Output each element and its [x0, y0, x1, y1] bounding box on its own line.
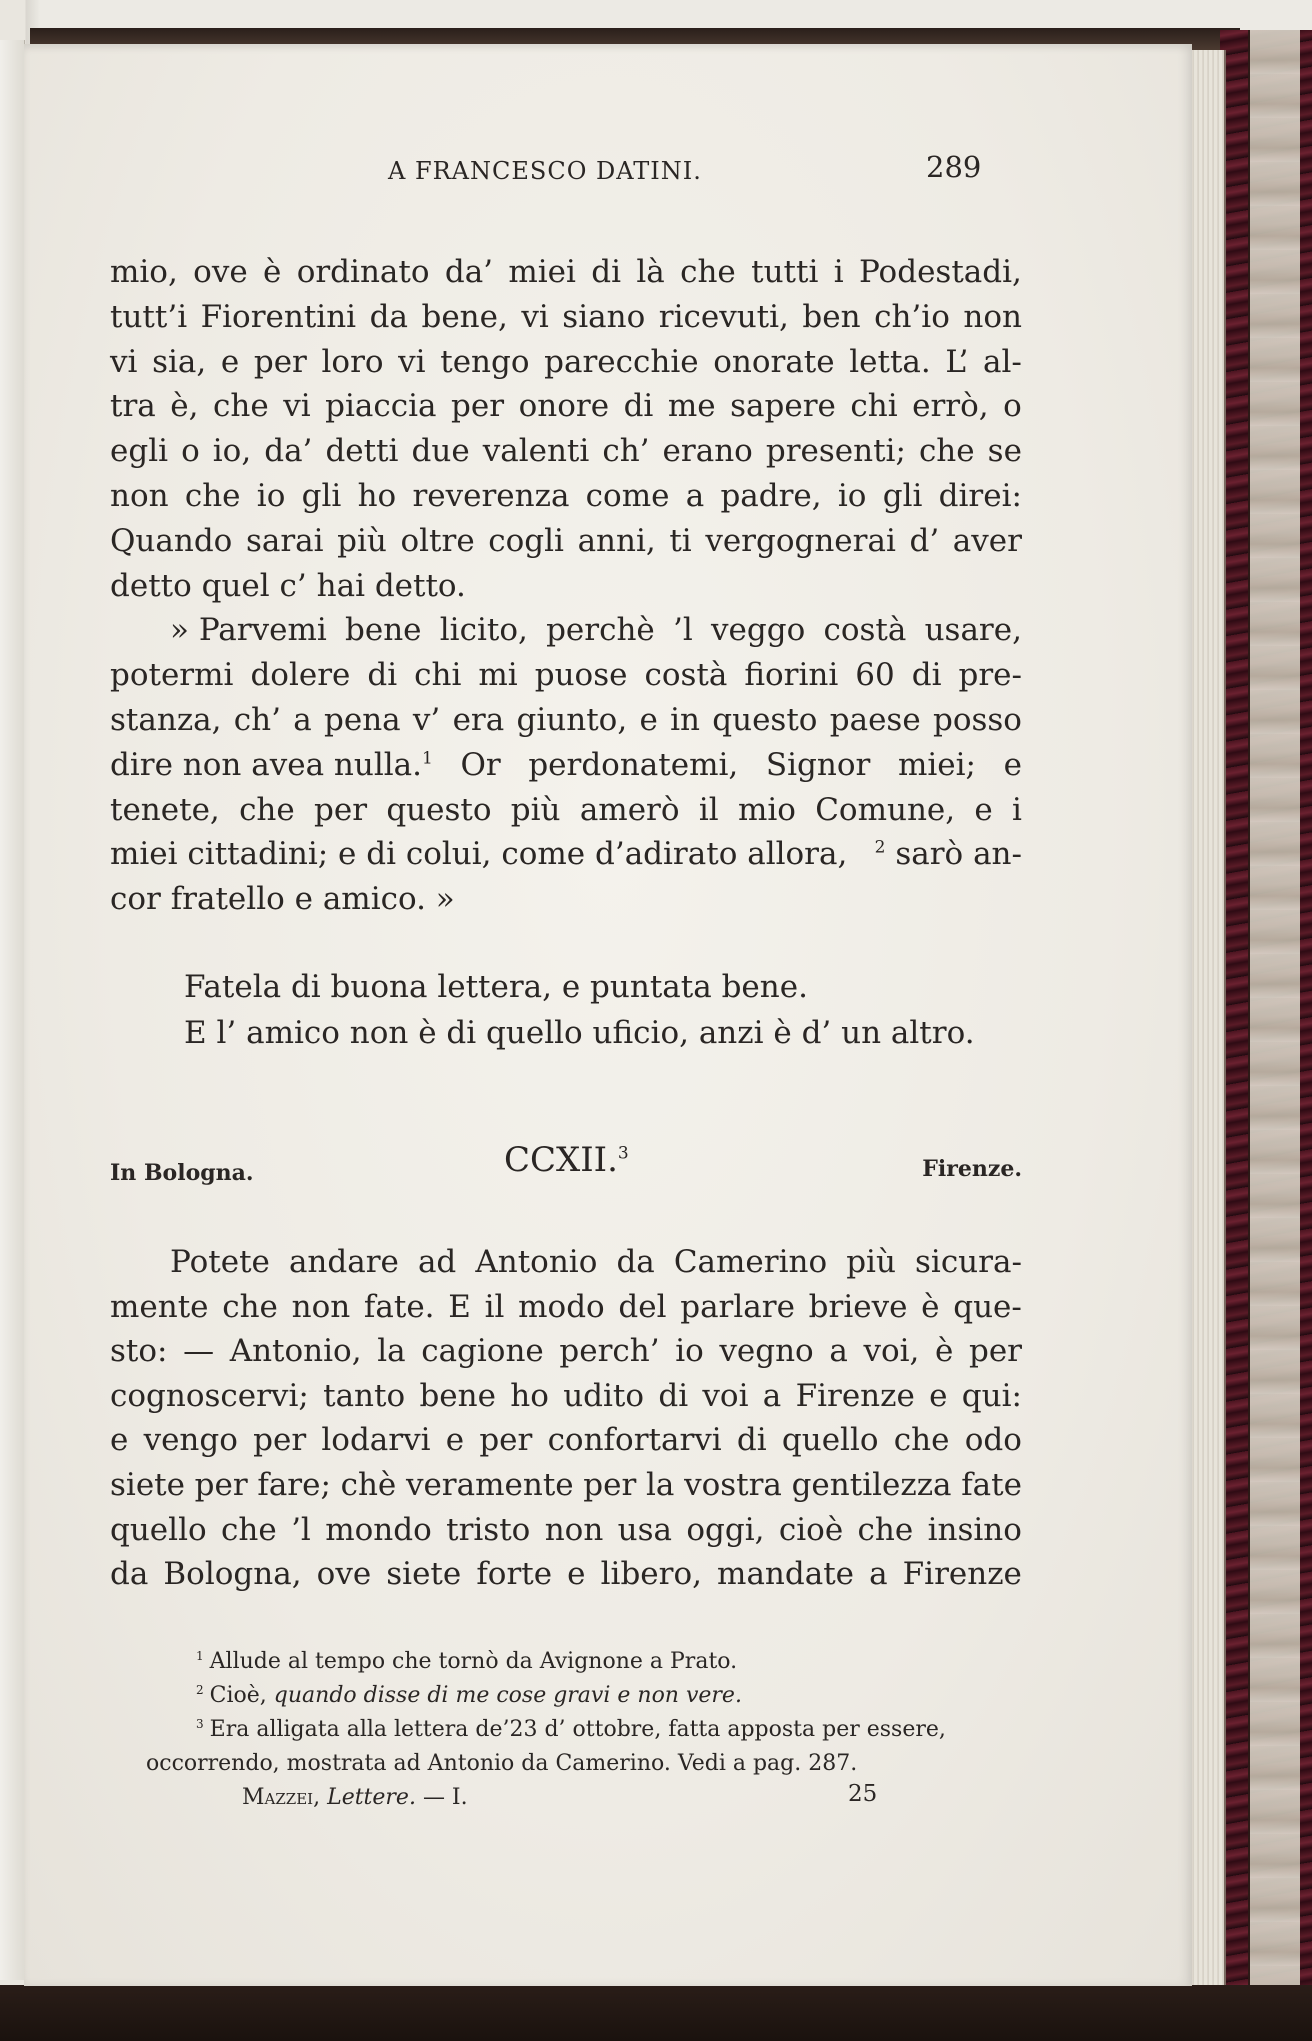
word: che — [221, 1511, 277, 1548]
text-line — [110, 1329, 1022, 1374]
word: siete — [110, 1466, 185, 1503]
word: mondo — [325, 1511, 432, 1548]
word: onorate — [713, 343, 835, 380]
word: era — [452, 701, 505, 738]
letter-ccxii-body — [110, 1240, 1022, 1597]
word: e — [1003, 746, 1022, 783]
word: là — [636, 254, 665, 290]
word: direi: — [938, 477, 1022, 514]
text-segment — [110, 743, 433, 788]
word: più — [337, 522, 387, 559]
word: io — [256, 477, 286, 514]
text-line — [110, 1463, 1022, 1508]
word: miei — [508, 254, 576, 290]
text-line — [110, 474, 1022, 519]
signature-work: Lettere. — [327, 1785, 416, 1810]
word: di — [591, 254, 622, 290]
word: gli — [882, 477, 923, 514]
word: vi — [398, 343, 426, 380]
word: e — [567, 1556, 586, 1593]
word: veramente — [405, 1466, 574, 1503]
word: per — [583, 1466, 637, 1503]
word: brieve — [808, 1288, 908, 1325]
word: qui: — [961, 1377, 1022, 1414]
word: mio, — [110, 254, 178, 290]
word: gli — [301, 477, 342, 514]
word: quello — [110, 1511, 207, 1548]
word: che — [239, 791, 295, 828]
word: ricevuti, — [658, 298, 789, 335]
letter-heading — [110, 1140, 1022, 1190]
word: ordinato — [296, 254, 430, 290]
word: andare — [288, 1244, 399, 1280]
word: due — [411, 433, 470, 470]
text-line — [110, 295, 1022, 340]
page-number: 289 — [926, 150, 982, 184]
word: forte — [476, 1556, 553, 1593]
word: fate. — [363, 1288, 435, 1325]
word: lodarvi — [321, 1422, 431, 1459]
word: oltre — [400, 522, 475, 559]
word: più — [510, 791, 561, 828]
text-before-footnote-2: miei cittadini; e di colui, come d’adirato allora, — [110, 836, 848, 873]
footnote-number: 3 — [196, 1716, 204, 1731]
word: licito, — [439, 612, 528, 649]
word: miei; — [897, 746, 976, 783]
word: giunto, — [516, 701, 628, 738]
word: ’l — [673, 612, 693, 649]
text-line — [110, 653, 1022, 698]
word: per — [253, 1422, 307, 1459]
text-line — [110, 519, 1022, 564]
word: bene — [345, 612, 422, 649]
word: potermi — [110, 657, 234, 694]
word: ’l — [291, 1511, 311, 1548]
word: ho — [357, 477, 397, 514]
word: Podestadi, — [858, 254, 1022, 290]
word: libero, — [600, 1556, 702, 1593]
word: fate — [961, 1466, 1022, 1503]
word: ben — [802, 298, 861, 335]
word: Antonio, — [229, 1333, 362, 1370]
word: di — [658, 1377, 689, 1414]
word: per — [253, 343, 307, 380]
word: sia, — [152, 343, 207, 380]
word: sto: — [110, 1333, 168, 1370]
word: ho — [510, 1377, 549, 1414]
word: 60 — [855, 657, 895, 694]
word: che — [918, 433, 975, 470]
word: egli — [110, 433, 169, 470]
word: i — [1012, 791, 1022, 828]
word: è — [935, 1333, 954, 1370]
word: veggo — [711, 612, 806, 649]
word: chè — [340, 1466, 397, 1503]
signature-author: Mazzei, — [242, 1785, 321, 1810]
paragraph-3 — [110, 1285, 1022, 1597]
text-line — [110, 340, 1022, 385]
word: paese — [829, 701, 921, 738]
paragraph-2-line-4 — [110, 743, 1022, 788]
word: e — [445, 1422, 465, 1459]
text-after-footnote-2: sarò an- — [895, 836, 1022, 873]
paragraph-2 — [110, 653, 1022, 743]
footnote-ref-2: 2 — [874, 838, 886, 859]
word: fare; — [257, 1466, 331, 1503]
word: e — [110, 1422, 129, 1459]
word: gentilezza — [791, 1466, 952, 1503]
word: padre, — [720, 477, 822, 514]
text-line — [110, 1418, 1022, 1463]
word: la — [377, 1333, 406, 1370]
word: perchè — [546, 612, 655, 649]
word: d’ — [909, 522, 940, 559]
text-segment — [875, 832, 1022, 877]
word: se — [987, 433, 1022, 470]
word: il — [484, 1288, 505, 1325]
word: come — [585, 477, 670, 514]
word: loro — [321, 343, 384, 380]
word: siano — [562, 298, 646, 335]
word: Antonio — [475, 1244, 598, 1280]
word: questo — [712, 701, 818, 738]
postscript — [184, 964, 975, 1056]
word: a — [685, 477, 705, 514]
word: chi — [850, 388, 898, 425]
footnote-ref-1: 1 — [422, 748, 433, 769]
word: parlare — [680, 1288, 795, 1325]
text-line — [110, 429, 1022, 474]
word: per — [194, 1466, 248, 1503]
word: non — [291, 1288, 351, 1325]
postscript-line-1: Fatela di buona lettera, e puntata bene. — [184, 969, 808, 1005]
word: — — [183, 1333, 215, 1370]
word: per — [479, 1422, 533, 1459]
word: o — [1003, 388, 1022, 425]
word: da’ — [444, 254, 494, 290]
word: più — [846, 1244, 896, 1280]
paragraph-1-last-line: detto quel c’ hai detto. — [110, 567, 466, 604]
word: tutti — [751, 254, 819, 290]
word: modo — [518, 1288, 605, 1325]
word: tenete, — [110, 791, 220, 828]
word: ove — [316, 1556, 372, 1593]
word: io, — [212, 433, 252, 470]
word: di — [367, 657, 398, 694]
word: ch’ — [602, 433, 650, 470]
letter-number-roman: CCXII. — [504, 1140, 618, 1180]
word: pre- — [958, 657, 1022, 694]
word: mi — [478, 657, 518, 694]
word: sicura- — [915, 1244, 1022, 1280]
word: non — [963, 298, 1022, 335]
word: che — [857, 1511, 914, 1548]
word: da — [110, 1556, 149, 1593]
word: usare, — [924, 612, 1022, 649]
word: odo — [964, 1422, 1022, 1459]
word: bene, — [421, 298, 508, 335]
book-page — [24, 44, 1192, 1986]
letter-continuation — [110, 250, 1022, 922]
text-line — [110, 384, 1022, 429]
word: amerò — [579, 791, 680, 828]
footnote-text: Allude al tempo che tornò da Avignone a Prato. — [209, 1649, 738, 1674]
word: che — [680, 254, 736, 290]
word: mente — [110, 1288, 209, 1325]
word: e — [974, 791, 993, 828]
word: Camerino — [673, 1244, 828, 1280]
word: vostra — [684, 1466, 782, 1503]
word: dolere — [250, 657, 351, 694]
word: ch’io — [874, 298, 950, 335]
paragraph-2-first-line — [110, 608, 1022, 653]
word: mandate — [717, 1556, 855, 1593]
word: ch’ — [233, 701, 281, 738]
word: confortarvi — [547, 1422, 722, 1459]
word: che — [213, 388, 269, 425]
word: tanto — [323, 1377, 406, 1414]
word: perch’ — [559, 1333, 660, 1370]
word: di — [911, 657, 942, 694]
word: parecchie — [544, 343, 699, 380]
letter-place: In Bologna. — [110, 1160, 254, 1186]
text-line — [110, 1374, 1022, 1419]
word: è — [263, 254, 282, 290]
word: cagione — [421, 1333, 544, 1370]
word: che — [184, 477, 241, 514]
word: tutt’i — [110, 298, 188, 335]
text-line — [110, 698, 1022, 743]
footnote-text: Era alligata alla lettera de’23 d’ ottobre, fatta apposta per essere, — [209, 1717, 946, 1742]
word: da — [616, 1244, 655, 1280]
page-stack-edges — [1190, 50, 1226, 2010]
word: in — [670, 701, 700, 738]
sheet-number: 25 — [848, 1781, 878, 1807]
word: detti — [325, 433, 399, 470]
word: cioè — [778, 1511, 844, 1548]
printer-signature — [242, 1785, 468, 1810]
word: vegno — [719, 1333, 814, 1370]
footnote-2 — [110, 1679, 1022, 1713]
word: a — [869, 1556, 888, 1593]
word: que- — [953, 1288, 1022, 1325]
word: costà — [644, 657, 728, 694]
word: presenti; — [765, 433, 906, 470]
word: aver — [952, 522, 1022, 559]
footnote-3-continuation: occorrendo, mostrata ad Antonio da Camerino. Vedi a pag. 287. — [146, 1751, 858, 1776]
previous-page-edge — [0, 40, 25, 1980]
word: valenti — [482, 433, 590, 470]
word: costà — [823, 612, 907, 649]
letter-number — [504, 1140, 629, 1180]
word: vi — [521, 298, 549, 335]
word: o — [181, 433, 200, 470]
word: erano — [662, 433, 753, 470]
word: che — [222, 1288, 278, 1325]
word: e — [639, 701, 658, 738]
word: la — [645, 1466, 675, 1503]
footnotes — [110, 1645, 1022, 1781]
word: Signor — [765, 746, 871, 783]
word: cognoscervi; — [110, 1377, 309, 1414]
word: tra — [110, 388, 156, 425]
word: piaccia — [325, 388, 437, 425]
paragraph-1 — [110, 250, 1022, 564]
footnote-number: 2 — [196, 1682, 204, 1697]
word: Firenze — [795, 1377, 915, 1414]
word: i — [833, 254, 844, 290]
paragraph-2-line-6 — [110, 832, 1022, 877]
word: usa — [617, 1511, 673, 1548]
word: ti — [669, 522, 692, 559]
word: e — [929, 1377, 948, 1414]
text-line — [110, 1285, 1022, 1330]
word: quello — [781, 1422, 879, 1459]
word: onore — [518, 388, 610, 425]
word: Comune, — [815, 791, 956, 828]
text-line — [110, 250, 1022, 295]
word: per — [968, 1333, 1022, 1370]
word: vengo — [143, 1422, 238, 1459]
word: sapere — [730, 388, 836, 425]
word: a — [762, 1377, 782, 1414]
word: ad — [417, 1244, 457, 1280]
footnote-ref-3: 3 — [617, 1143, 629, 1164]
word: » Parvemi — [170, 612, 327, 649]
word: questo — [386, 791, 492, 828]
word: v’ — [412, 701, 441, 738]
footnote-3 — [110, 1713, 1022, 1747]
word: vi — [283, 388, 311, 425]
word: mio — [737, 791, 796, 828]
paragraph-2-line-5 — [110, 788, 1022, 833]
signature-volume: — I. — [422, 1785, 468, 1810]
word: è — [921, 1288, 940, 1325]
word: Bologna, — [163, 1556, 302, 1593]
word: a — [293, 701, 312, 738]
word: cogli — [488, 522, 564, 559]
word: Firenze — [902, 1556, 1022, 1593]
word: fiorini — [744, 657, 839, 694]
word: del — [618, 1288, 667, 1325]
word: tengo — [440, 343, 530, 380]
word: vergognerai — [705, 522, 896, 559]
word: e — [220, 343, 240, 380]
word: anni, — [577, 522, 656, 559]
word: non — [110, 477, 169, 514]
word: per — [451, 388, 505, 425]
word: L’ — [945, 343, 969, 380]
word: bene — [419, 1377, 496, 1414]
word: ove — [193, 254, 248, 290]
letter-city: Firenze. — [922, 1156, 1022, 1182]
word: Fiorentini — [200, 298, 357, 335]
text-line — [110, 1508, 1022, 1553]
word: il — [698, 791, 719, 828]
word: da — [369, 298, 408, 335]
word: E — [448, 1288, 471, 1325]
binding-board-edge — [1248, 30, 1300, 2030]
paragraph-2-last-line: cor fratello e amico. » — [110, 881, 455, 918]
word: sarai — [245, 522, 324, 559]
word: per — [314, 791, 368, 828]
text-before-footnote-1: dire non avea nulla. — [110, 746, 422, 783]
paragraph-3-first-line — [110, 1240, 1022, 1285]
running-header: A FRANCESCO DATINI. — [388, 157, 702, 185]
footnote-1 — [110, 1645, 1022, 1679]
footnote-italic-text: quando disse di me cose gravi e non vere. — [273, 1683, 742, 1708]
word: reverenza — [412, 477, 570, 514]
word: di — [623, 388, 654, 425]
word: di — [736, 1422, 767, 1459]
word: stanza, — [110, 701, 222, 738]
footnote-number: 1 — [196, 1648, 204, 1663]
word: è, — [170, 388, 199, 425]
word: non — [544, 1511, 604, 1548]
word: io — [837, 477, 867, 514]
text-line — [110, 1552, 1022, 1597]
word: oggi, — [686, 1511, 765, 1548]
word: Or — [460, 746, 501, 783]
word: vi — [110, 343, 138, 380]
word: io — [675, 1333, 704, 1370]
word: chi — [414, 657, 462, 694]
word: voi, — [863, 1333, 920, 1370]
word: tristo — [446, 1511, 531, 1548]
word: me — [667, 388, 716, 425]
word: errò, — [912, 388, 989, 425]
word: voi — [702, 1377, 749, 1414]
postscript-line-2: E l’ amico non è di quello uficio, anzi è d’ un altro. — [184, 1015, 975, 1051]
word: Potete — [170, 1244, 270, 1280]
word: letta. — [849, 343, 931, 380]
word: perdonatemi, — [528, 746, 739, 783]
word: Quando — [110, 522, 233, 559]
word: al- — [983, 343, 1022, 380]
word: udito — [563, 1377, 645, 1414]
word: posso — [932, 701, 1022, 738]
word: pena — [324, 701, 401, 738]
footnote-text: Cioè, — [209, 1683, 267, 1708]
word: siete — [386, 1556, 462, 1593]
word: insino — [927, 1511, 1022, 1548]
word: da’ — [264, 433, 313, 470]
word: puose — [534, 657, 628, 694]
book-bottom-shadow — [0, 1985, 1312, 2041]
word: a — [829, 1333, 848, 1370]
word: che — [893, 1422, 950, 1459]
